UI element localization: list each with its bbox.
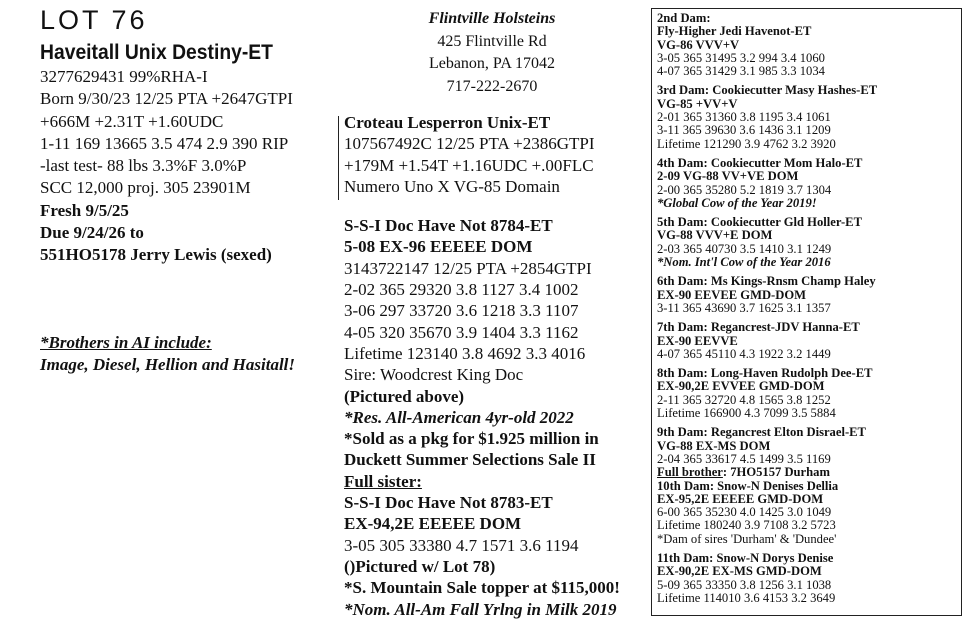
birth-line: Born 9/30/23 12/25 PTA +2647GTPI (40, 89, 293, 109)
sister-record: 3-05 305 33380 4.7 1571 3.6 1194 (344, 535, 579, 555)
dam8-record: Lifetime 166900 4.3 7099 3.5 5884 (657, 406, 836, 421)
dam-pictured: (Pictured above) (344, 386, 465, 406)
fresh-line: Fresh 9/5/25 (40, 200, 129, 220)
dam2-record: 3-05 365 31495 3.2 994 3.4 1060 (657, 50, 825, 65)
sire-line: Numero Uno X VG-85 Domain (344, 176, 560, 196)
dam11-record: 5-09 365 33350 3.8 1256 3.1 1038 (657, 577, 832, 592)
sister-note-1: *S. Mountain Sale topper at $115,000! (344, 578, 620, 598)
dam5-note: *Nom. Int'l Cow of the Year 2016 (657, 255, 831, 270)
sister-score: EX-94,2E EEEEE DOM (344, 514, 522, 534)
dam8-score: EX-90,2E EVVEE GMD-DOM (657, 379, 825, 394)
sister-note-2: *Nom. All-Am Fall Yrlng in Milk 2019 (344, 599, 617, 619)
dam7-score: EX-90 EEVVE (657, 333, 738, 348)
dam2-score: VG-86 VVV+V (657, 37, 740, 52)
consignor-city: Lebanon, PA 17042 (428, 55, 556, 72)
dam5-record: 2-03 365 40730 3.5 1410 3.1 1249 (657, 241, 832, 256)
dam11-heading: 11th Dam: Snow-N Dorys Denise (657, 550, 834, 565)
service-sire-line: 551HO5178 Jerry Lewis (sexed) (40, 245, 272, 265)
dam2-record: 4-07 365 31429 3.1 985 3.3 1034 (657, 64, 825, 79)
brothers-note (40, 332, 295, 376)
sire-line: 107567492C 12/25 PTA +2386GTPI (344, 134, 595, 154)
dam11-score: EX-90,2E EX-MS GMD-DOM (657, 564, 822, 579)
dam6-score: EX-90 EEVEE GMD-DOM (657, 287, 807, 302)
pedigree-list (657, 12, 877, 605)
dam4-score: 2-09 VG-88 VV+VE DOM (657, 169, 799, 184)
lot-details (40, 66, 293, 267)
record-line: 1-11 169 13665 3.5 474 2.9 390 RIP (40, 133, 289, 153)
sire-dam-block (344, 112, 620, 620)
dam-line: 3-06 297 33720 3.6 1218 3.3 1107 (344, 301, 579, 321)
last-test-line: -last test- 88 lbs 3.3%F 3.0%P (40, 156, 247, 176)
dam3-record: 3-11 365 39630 3.6 1436 3.1 1209 (657, 123, 831, 138)
dam9-record: 2-04 365 33617 4.5 1499 3.5 1169 (657, 451, 831, 466)
brothers-text: Image, Diesel, Hellion and Hasitall! (40, 355, 296, 374)
dam-line: 3143722147 12/25 PTA +2854GTPI (344, 258, 592, 278)
dam3-record: 2-01 365 31360 3.8 1195 3.4 1061 (657, 110, 831, 125)
dam9-heading: 9th Dam: Regancrest Elton Disrael-ET (657, 425, 866, 440)
full-brother-label: Full brother (657, 465, 723, 480)
dam2-heading: 2nd Dam: (657, 11, 711, 25)
sister-name: S-S-I Doc Have Not 8783-ET (344, 493, 553, 513)
dam10-score: EX-95,2E EEEEE GMD-DOM (657, 491, 824, 506)
dam-name: S-S-I Doc Have Not 8784-ET (344, 216, 553, 236)
consignor-phone: 717-222-2670 (446, 77, 538, 95)
dam11-record: Lifetime 114010 3.6 4153 3.2 3649 (657, 590, 836, 605)
spacer (344, 197, 620, 215)
dam-line: 2-02 365 29320 3.8 1127 3.4 1002 (344, 280, 579, 300)
dam-award: *Res. All-American 4yr-old 2022 (344, 407, 574, 427)
dam8-record: 2-11 365 32720 4.8 1565 3.8 1252 (657, 392, 831, 407)
dam3-score: VG-85 +VV+V (657, 96, 738, 111)
dam3-heading: 3rd Dam: Cookiecutter Masy Hashes-ET (657, 83, 878, 98)
dam5-heading: 5th Dam: Cookiecutter Gld Holler-ET (657, 215, 862, 230)
sister-pictured: ()Pictured w/ Lot 78) (344, 556, 496, 576)
consignor-street: 425 Flintville Rd (437, 32, 547, 50)
dam10-heading: 10th Dam: Snow-N Denises Dellia (657, 478, 839, 493)
sire-name: Croteau Lesperron Unix-ET (344, 113, 551, 132)
dam5-score: VG-88 VVV+E DOM (657, 228, 773, 243)
sire-line: +179M +1.54T +1.16UDC +.00FLC (344, 155, 594, 175)
dam8-heading: 8th Dam: Long-Haven Rudolph Dee-ET (657, 366, 873, 381)
dam9-score: VG-88 EX-MS DOM (657, 438, 771, 453)
dam-sold-1: *Sold as a pkg for $1.925 million in (344, 429, 599, 449)
pta-line: +666M +2.31T +1.60UDC (40, 111, 224, 131)
consignor-name: Flintville Holsteins (428, 10, 556, 27)
cow-name: Haveitall Unix Destiny-ET (40, 41, 273, 64)
dam7-record: 4-07 365 45110 4.3 1922 3.2 1449 (657, 346, 831, 361)
dam6-record: 3-11 365 43690 3.7 1625 3.1 1357 (657, 300, 831, 315)
full-brother-value: : 7HO5157 Durham (722, 465, 830, 480)
dam4-record: 2-00 365 35280 5.2 1819 3.7 1304 (657, 182, 832, 197)
registration-line: 3277629431 99%RHA-I (40, 67, 208, 86)
divider-line (338, 116, 339, 200)
dam-line: Lifetime 123140 3.8 4692 3.3 4016 (344, 343, 586, 363)
dam3-record: Lifetime 121290 3.9 4762 3.2 3920 (657, 136, 836, 151)
dam-line: 4-05 320 35670 3.9 1404 3.3 1162 (344, 322, 579, 342)
brothers-heading: *Brothers in AI include: (40, 333, 212, 352)
scc-line: SCC 12,000 proj. 305 23901M (40, 178, 251, 198)
dam10-record: 6-00 365 35230 4.0 1425 3.0 1049 (657, 505, 832, 520)
dam-score: 5-08 EX-96 EEEEE DOM (344, 237, 533, 257)
dam6-heading: 6th Dam: Ms Kings-Rnsm Champ Haley (657, 274, 876, 289)
dam7-heading: 7th Dam: Regancrest-JDV Hanna-ET (657, 320, 860, 335)
dam10-record: Lifetime 180240 3.9 7108 3.2 5723 (657, 518, 836, 533)
due-line: Due 9/24/26 to (40, 223, 144, 243)
dam4-heading: 4th Dam: Cookiecutter Mom Halo-ET (657, 155, 863, 170)
full-brother-line (657, 466, 877, 479)
dam2-name: Fly-Higher Jedi Havenot-ET (657, 24, 812, 39)
consignor-block (402, 8, 582, 98)
full-sister-heading: Full sister: (344, 471, 422, 491)
dam-sold-2: Duckett Summer Selections Sale II (344, 450, 596, 470)
lot-number: LOT 76 (40, 5, 148, 35)
dam10-note: *Dam of sires 'Durham' & 'Dundee' (657, 531, 837, 546)
dam-line: Sire: Woodcrest King Doc (344, 365, 524, 385)
dam4-note: *Global Cow of the Year 2019! (657, 195, 817, 210)
